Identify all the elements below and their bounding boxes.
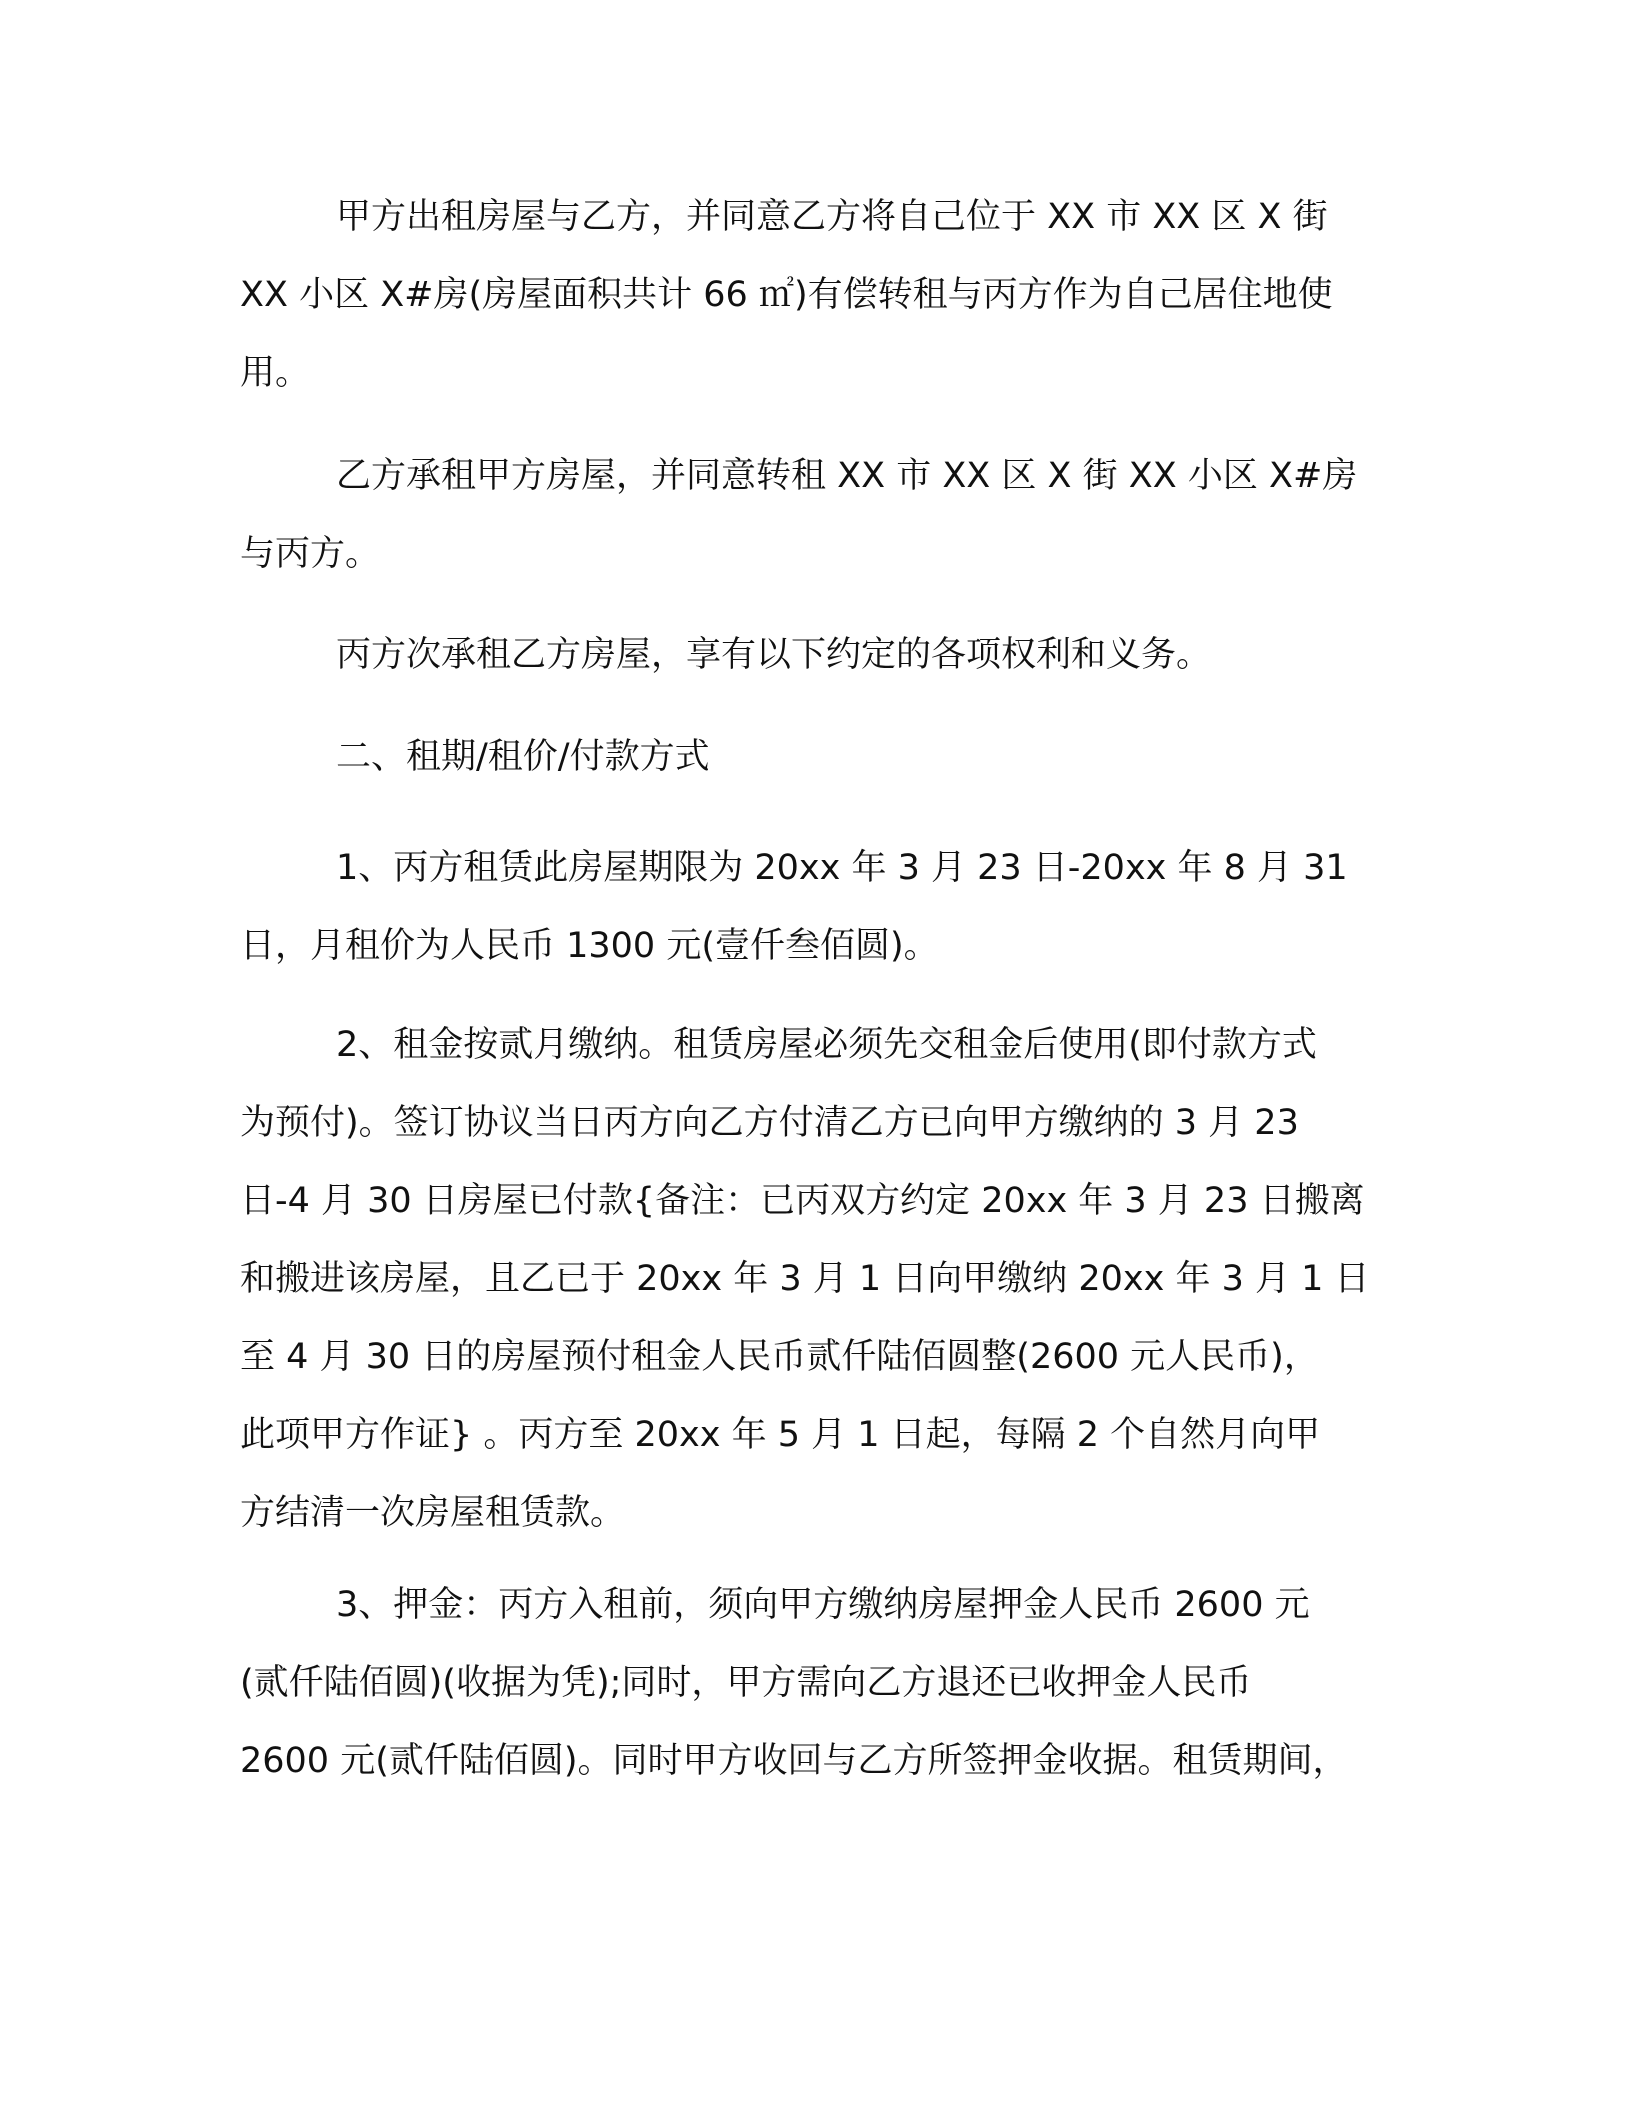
text-line: 乙方承租甲方房屋，并同意转租 XX 市 XX 区 X 街 XX 小区 X#房 [336,456,1358,496]
text-line: 2、租金按贰月缴纳。租赁房屋必须先交租金后使用(即付款方式 [336,1025,1317,1065]
paragraph-sublease-agreement [240,437,1390,593]
text-line: 与丙方。 [240,534,381,574]
text-line: 用。 [240,353,311,393]
text-line: 日，月租价为人民币 1300 元(壹仟叁佰圆)。 [240,926,939,966]
text-line: (贰仟陆佰圆)(收据为凭);同时，甲方需向乙方退还已收押金人民币 [240,1663,1252,1703]
clause-2-rent-payment [240,1006,1390,1552]
paragraph-lessor-lease [240,178,1390,412]
text-line: 1、丙方租赁此房屋期限为 20xx 年 3 月 23 日-20xx 年 8 月 31 [336,848,1348,888]
text-line: 甲方出租房屋与乙方，并同意乙方将自己位于 XX 市 XX 区 X 街 [336,197,1328,237]
text-line: 日-4 月 30 日房屋已付款{备注：已丙双方约定 20xx 年 3 月 23 日搬离 [240,1181,1365,1221]
clause-1-lease-term [240,829,1390,985]
text-line: 此项甲方作证} 。丙方至 20xx 年 5 月 1 日起，每隔 2 个自然月向甲 [240,1415,1321,1455]
text-line: 方结清一次房屋租赁款。 [240,1493,626,1533]
text-line: 3、押金：丙方入租前，须向甲方缴纳房屋押金人民币 2600 元 [336,1585,1310,1625]
section-heading: 二、租期/租价/付款方式 [336,737,710,777]
text-line: 2600 元(贰仟陆佰圆)。同时甲方收回与乙方所签押金收据。租赁期间， [240,1741,1348,1781]
text-line: 至 4 月 30 日的房屋预付租金人民币贰仟陆佰圆整(2600 元人民币)， [240,1337,1319,1377]
text-line: 丙方次承租乙方房屋，享有以下约定的各项权利和义务。 [336,635,1212,675]
section-heading-term-rent-payment [240,718,1390,796]
text-line: XX 小区 X#房(房屋面积共计 66 ㎡)有偿转租与丙方作为自己居住地使 [240,275,1333,315]
clause-3-deposit [240,1566,1390,1800]
text-line: 为预付)。签订协议当日丙方向乙方付清乙方已向甲方缴纳的 3 月 23 [240,1103,1299,1143]
text-line: 和搬进该房屋，且乙已于 20xx 年 3 月 1 日向甲缴纳 20xx 年 3 月 1 日 [240,1259,1370,1299]
paragraph-subtenant-rights [240,616,1390,694]
